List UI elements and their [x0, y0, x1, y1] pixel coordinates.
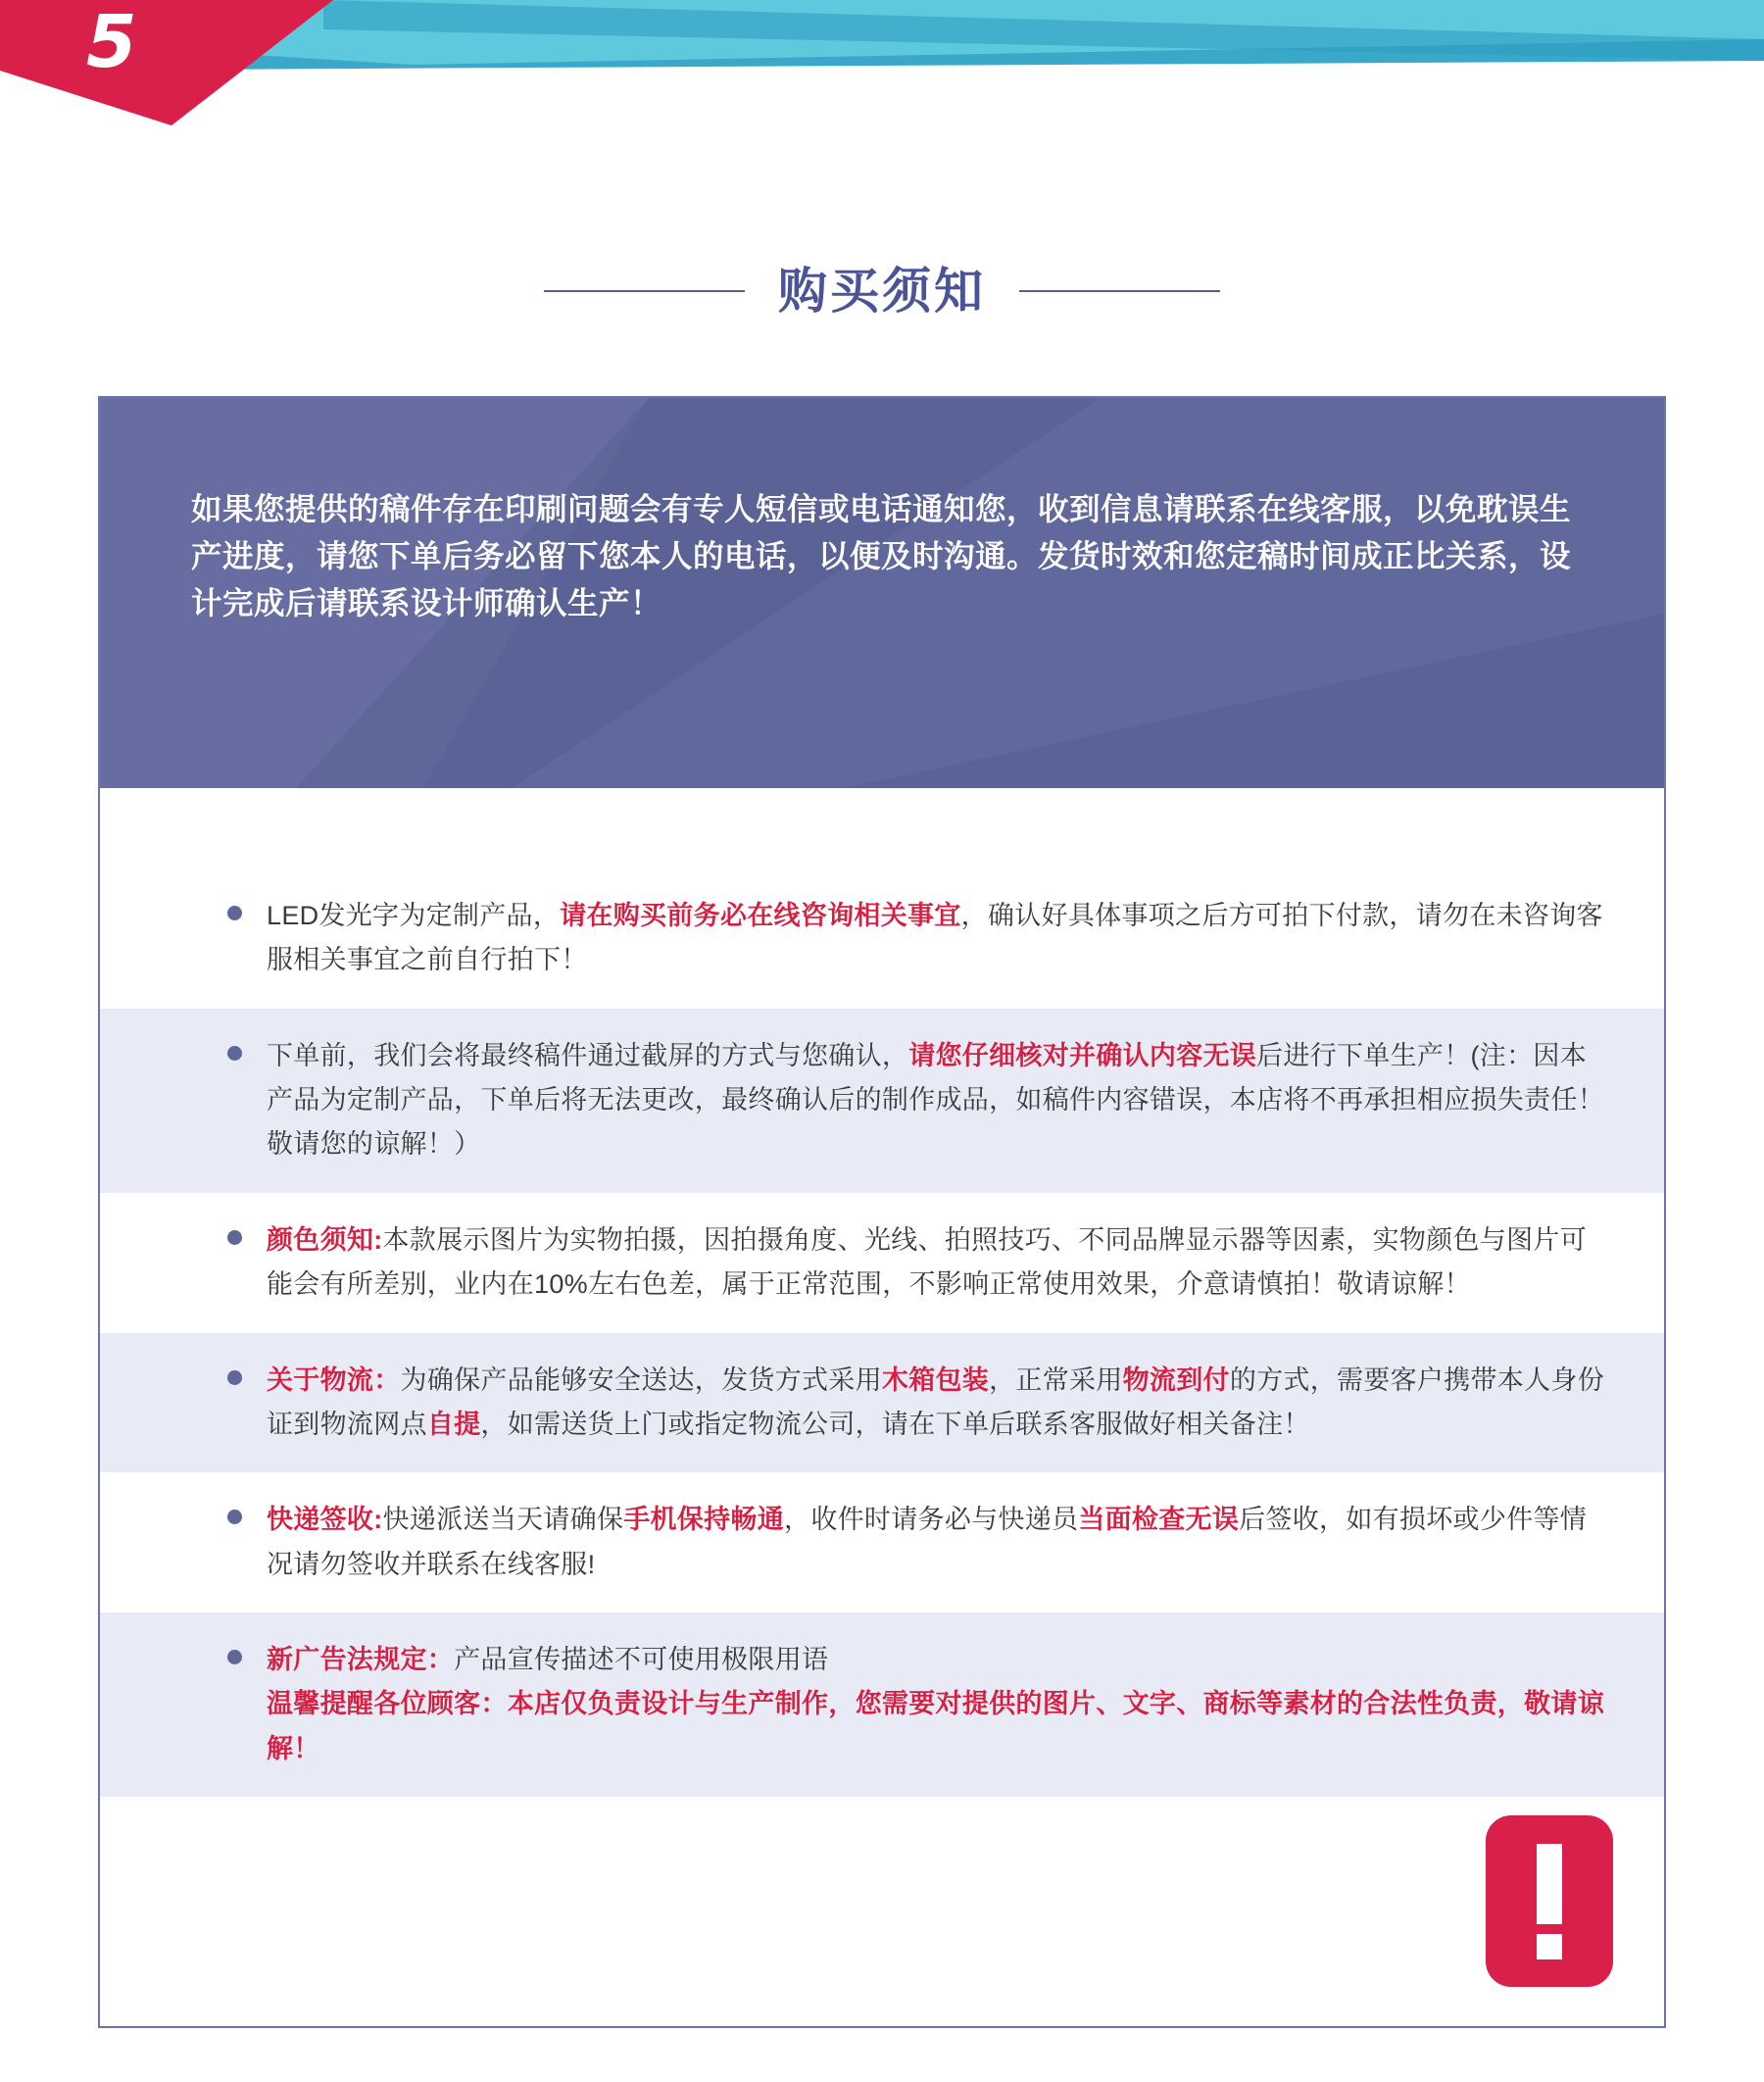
text-segment: ，如需送货上门或指定物流公司，请在下单后联系客服做好相关备注！	[480, 1409, 1310, 1439]
exclamation-icon	[1537, 1844, 1562, 1959]
banner-graphic	[0, 0, 1764, 132]
list-item	[100, 1193, 1664, 1333]
list-item-text	[267, 1498, 1605, 1587]
text-segment-emphasis: 物流到付	[1122, 1364, 1230, 1395]
text-segment-emphasis: 请您仔细核对并确认内容无误	[908, 1040, 1257, 1070]
bullet-icon	[227, 1370, 242, 1385]
list-item-text	[267, 894, 1605, 983]
page-title: 购买须知	[778, 264, 986, 319]
bullet-icon	[227, 906, 242, 920]
list-item	[100, 868, 1664, 1009]
text-segment: 下单前，我们会将最终稿件通过截屏的方式与您确认，	[267, 1040, 909, 1070]
bullet-icon	[227, 1650, 242, 1664]
text-segment: 后进行下单生产！(注：因本产品为定制产品，下单后将无法更改，最终确认后的制作成品，如稿件内容错误，本店将不再承担相应损失责任！敬请您的谅解！）	[267, 1040, 1604, 1160]
text-segment: 为确保产品能够安全送达，发货方式采用	[400, 1364, 882, 1395]
list-item	[100, 1472, 1664, 1612]
text-segment-emphasis: 手机保持畅通	[623, 1505, 785, 1535]
bullet-icon	[227, 1510, 242, 1524]
text-segment-emphasis: 自提	[426, 1409, 481, 1439]
text-segment: 本款展示图片为实物拍摄，因拍摄角度、光线、拍照技巧、不同品牌显示器等因素，实物颜色与图片可能会有所差别，业内在10%左右色差，属于正常范围，不影响正常使用效果，介意请慎拍！敬请谅解！	[267, 1224, 1587, 1300]
list-item	[100, 1333, 1664, 1473]
text-segment: ，确认好具体事项之后方可拍下付款，请勿在未咨询客服相关事宜之前自行拍下！	[267, 901, 1603, 975]
text-segment-emphasis: 快递签收:	[267, 1505, 383, 1535]
list-item	[100, 1009, 1664, 1193]
text-segment-emphasis: 请在购买前务必在线咨询相关事宜	[560, 901, 961, 930]
list-item	[100, 1612, 1664, 1797]
text-segment-emphasis: 颜色须知:	[267, 1224, 383, 1255]
page-number: 5	[86, 0, 135, 84]
warning-badge	[1486, 1815, 1613, 1987]
notice-text: 如果您提供的稿件存在印刷问题会有专人短信或电话通知您，收到信息请联系在线客服，以免耽误生产进度，请您下单后务必留下您本人的电话，以便及时沟通。发货时效和您定稿时间成正比关系，设计完成后请联系设计师确认生产！	[191, 491, 1572, 620]
bullet-icon	[227, 1046, 242, 1061]
title-rule-left	[544, 290, 745, 292]
text-segment: LED发光字为定制产品，	[267, 901, 561, 930]
list-item-text	[267, 1218, 1605, 1308]
text-segment: ，收件时请务必与快递员	[784, 1505, 1079, 1535]
text-segment-emphasis: 木箱包装	[881, 1364, 990, 1395]
text-segment: 快递派送当天请确保	[382, 1505, 624, 1535]
bullet-icon	[227, 1230, 242, 1245]
text-segment: 产品宣传描述不可使用极限用语	[454, 1644, 829, 1674]
page-title-row	[0, 264, 1764, 319]
notice-panel	[100, 398, 1664, 788]
content-frame	[98, 396, 1666, 2028]
exclamation-dot	[1537, 1934, 1562, 1959]
text-segment: ，正常采用	[989, 1364, 1123, 1395]
notice-list	[100, 788, 1664, 1797]
text-segment-emphasis: 温馨提醒各位顾客：本店仅负责设计与生产制作，您需要对提供的图片、文字、商标等素材的合法性负责，敬请谅解！	[267, 1689, 1604, 1763]
list-item-text	[267, 1638, 1605, 1771]
text-segment-emphasis: 关于物流：	[267, 1364, 401, 1395]
list-item-text	[267, 1359, 1605, 1448]
text-segment-emphasis: 新广告法规定：	[267, 1644, 455, 1674]
text-segment-emphasis: 当面检查无误	[1078, 1505, 1240, 1535]
text-segment: 后签收，如有损坏或少件等情况请勿签收并联系在线客服!	[267, 1505, 1588, 1579]
list-item-text	[267, 1034, 1605, 1167]
title-rule-right	[1019, 290, 1220, 292]
exclamation-bar	[1537, 1844, 1562, 1924]
text-segment: 的方式，需要客户携带本人身份证到物流网点	[267, 1364, 1605, 1439]
top-banner	[0, 0, 1764, 132]
